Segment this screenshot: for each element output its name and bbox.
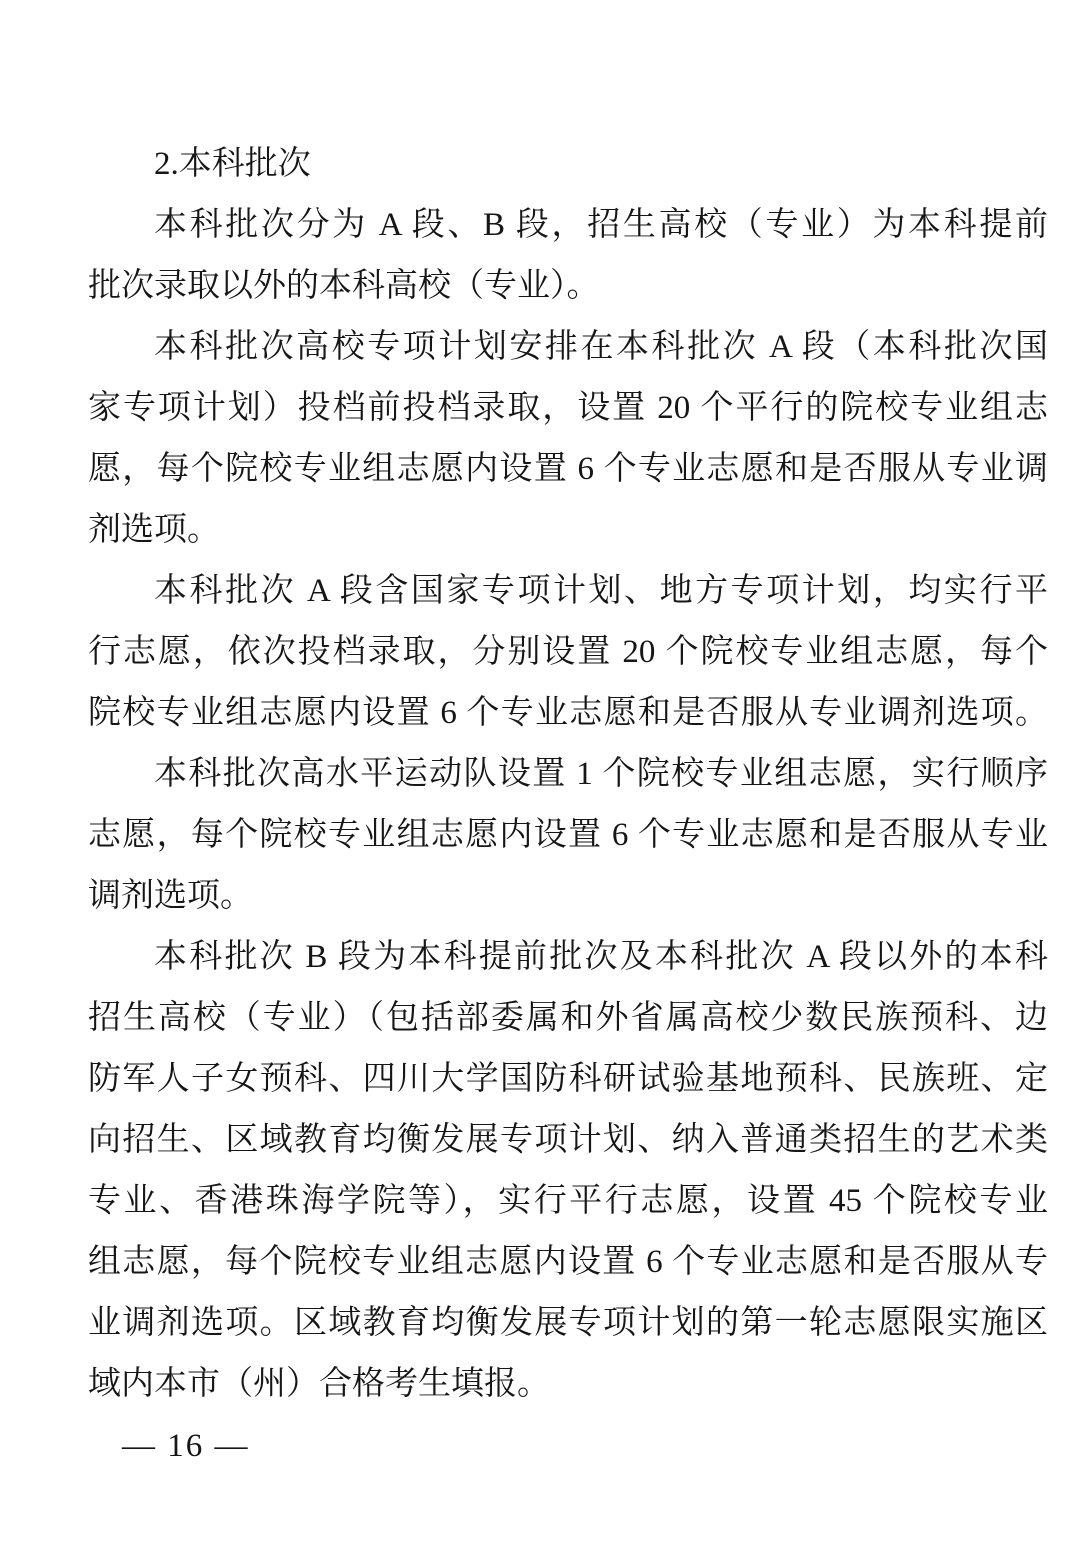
doc-line: 招生高校（专业）（包括部委属和外省属高校少数民族预科、边 <box>88 1000 1048 1036</box>
doc-line: 本科批次 A 段含国家专项计划、地方专项计划，均实行平 <box>154 573 1048 609</box>
doc-line: 域内本市（州）合格考生填报。 <box>88 1366 550 1402</box>
doc-line: 专业、香港珠海学院等），实行平行志愿，设置 45 个院校专业 <box>88 1183 1048 1219</box>
doc-line: 志愿，每个院校专业组志愿内设置 6 个专业志愿和是否服从专业 <box>88 817 1048 853</box>
doc-line: 院校专业组志愿内设置 6 个专业志愿和是否服从专业调剂选项。 <box>88 695 1048 731</box>
doc-line: 本科批次分为 A 段、B 段，招生高校（专业）为本科提前 <box>154 207 1048 243</box>
doc-line: 家专项计划）投档前投档录取，设置 20 个平行的院校专业组志 <box>88 390 1048 426</box>
doc-line: 愿，每个院校专业组志愿内设置 6 个专业志愿和是否服从专业调 <box>88 451 1048 487</box>
doc-line: 组志愿，每个院校专业组志愿内设置 6 个专业志愿和是否服从专 <box>88 1244 1048 1280</box>
doc-line: 剂选项。 <box>88 512 220 548</box>
doc-line: 向招生、区域教育均衡发展专项计划、纳入普通类招生的艺术类 <box>88 1122 1048 1158</box>
doc-line: 行志愿，依次投档录取，分别设置 20 个院校专业组志愿，每个 <box>88 634 1048 670</box>
doc-line: 本科批次高水平运动队设置 1 个院校专业组志愿，实行顺序 <box>154 756 1048 792</box>
text-block <box>88 134 1048 1415</box>
doc-line: 防军人子女预科、四川大学国防科研试验基地预科、民族班、定 <box>88 1061 1048 1097</box>
doc-line: 业调剂选项。区域教育均衡发展专项计划的第一轮志愿限实施区 <box>88 1305 1048 1341</box>
doc-line: 批次录取以外的本科高校（专业）。 <box>88 268 600 304</box>
doc-line: 本科批次高校专项计划安排在本科批次 A 段（本科批次国 <box>154 329 1048 365</box>
section-heading: 2.本科批次 <box>154 146 311 182</box>
doc-line: 本科批次 B 段为本科提前批次及本科批次 A 段以外的本科 <box>154 939 1048 975</box>
doc-line: 调剂选项。 <box>88 878 253 914</box>
page-number: — 16 — <box>122 1428 250 1464</box>
